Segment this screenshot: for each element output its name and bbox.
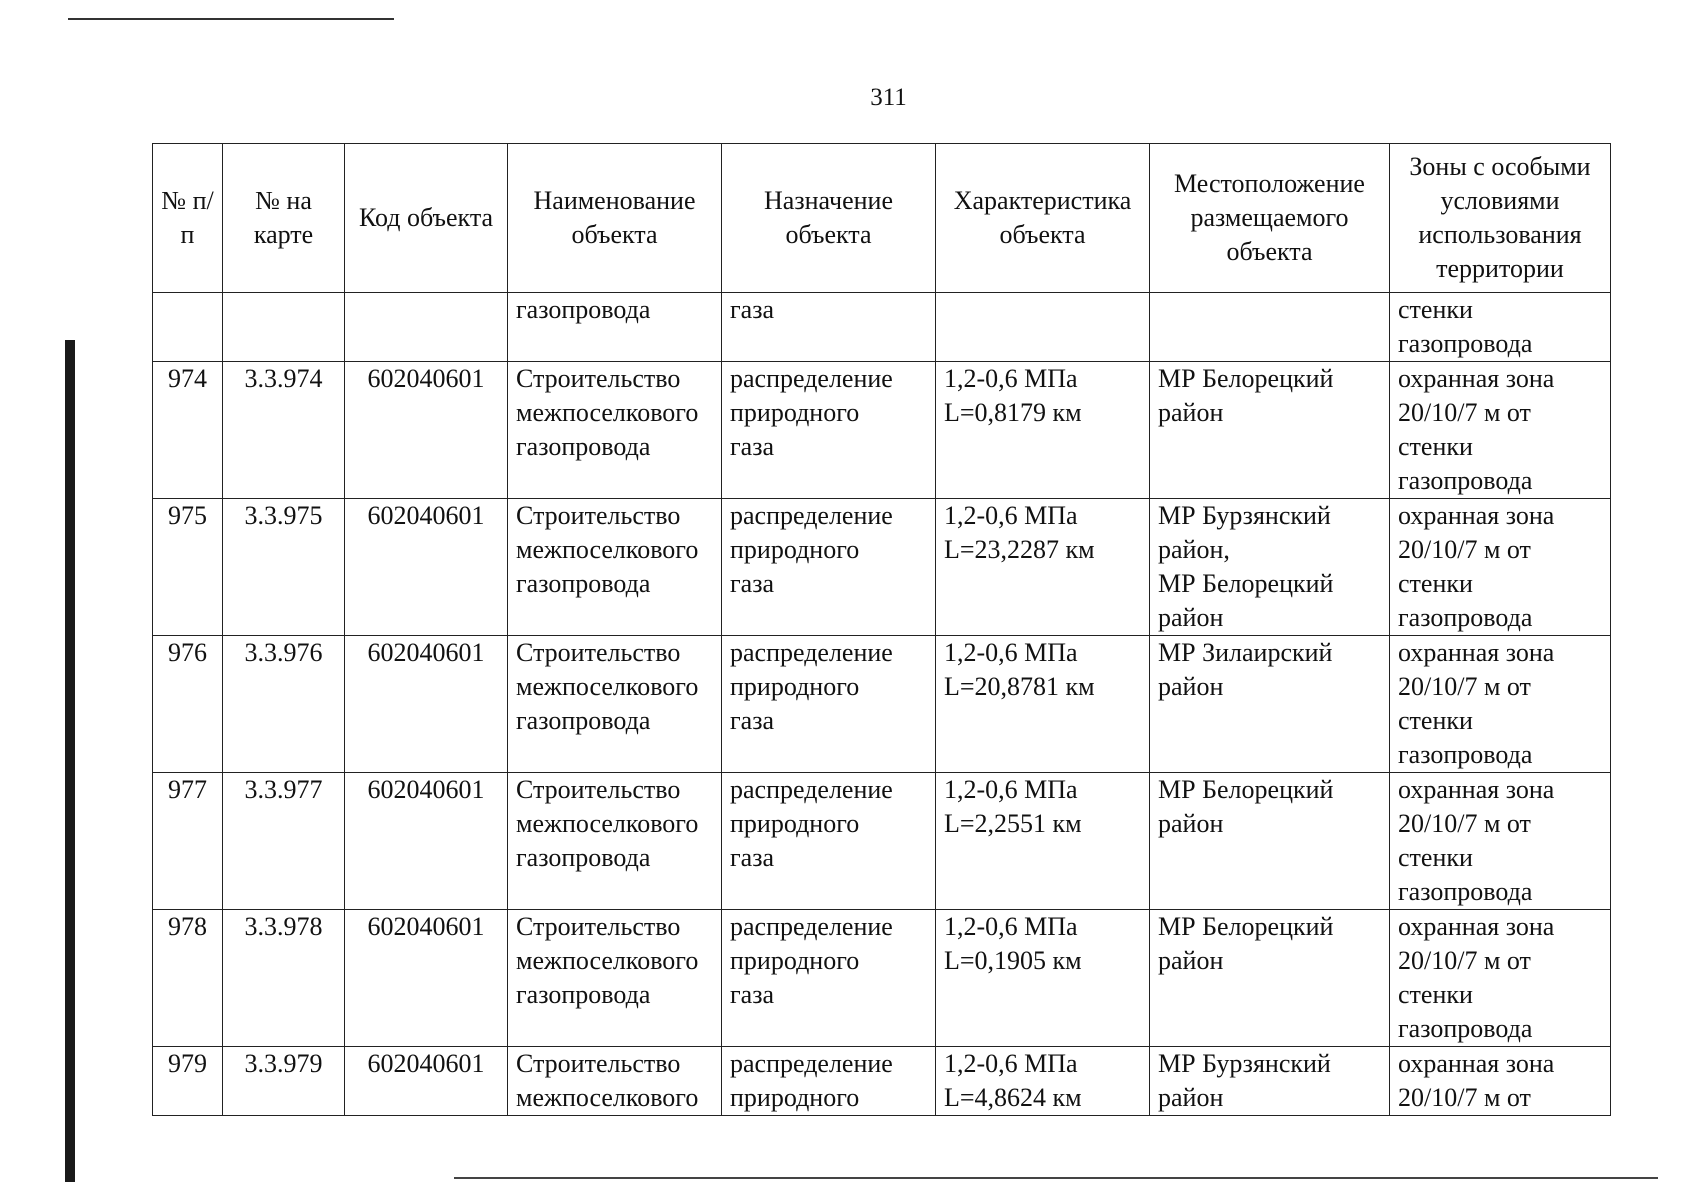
header-number: № п/п — [153, 144, 223, 293]
cell-object-name — [508, 773, 722, 910]
cell-special-zones — [1390, 362, 1611, 499]
header-object-purpose: Назначение объекта — [722, 144, 936, 293]
table-row — [153, 1047, 1611, 1116]
bottom-rule — [454, 1177, 1658, 1179]
cell-map-number — [223, 293, 345, 362]
cell-special-zones-line: охранная зона — [1398, 364, 1555, 393]
cell-special-zones-line: охранная зона — [1398, 638, 1555, 667]
header-map-number: № на карте — [223, 144, 345, 293]
cell-special-zones — [1390, 773, 1611, 910]
cell-map-number: 3.3.979 — [223, 1047, 345, 1116]
header-object-code: Код объекта — [345, 144, 508, 293]
cell-object-code: 602040601 — [345, 773, 508, 910]
cell-object-name-line: газопровода — [516, 980, 651, 1009]
cell-object-location-line: МР Белорецкий — [1158, 912, 1334, 941]
cell-object-name-line: газопровода — [516, 843, 651, 872]
cell-object-code: 602040601 — [345, 910, 508, 1047]
binding-shadow-bar — [65, 340, 75, 1182]
cell-special-zones-line: стенки — [1398, 432, 1473, 461]
cell-object-code — [345, 293, 508, 362]
cell-object-location-line: МР Зилаирский — [1158, 638, 1333, 667]
cell-object-name-line: межпоселкового — [516, 672, 699, 701]
cell-object-location-line: район — [1158, 672, 1224, 701]
cell-object-location-line: район — [1158, 1083, 1224, 1112]
cell-object-purpose — [722, 910, 936, 1047]
cell-special-zones-line: 20/10/7 м от — [1398, 672, 1531, 701]
cell-object-name — [508, 293, 722, 362]
cell-special-zones — [1390, 1047, 1611, 1116]
cell-object-purpose — [722, 293, 936, 362]
cell-object-location-line: район — [1158, 603, 1224, 632]
cell-object-location — [1150, 499, 1390, 636]
cell-map-number: 3.3.978 — [223, 910, 345, 1047]
cell-object-location — [1150, 773, 1390, 910]
cell-object-characteristics — [936, 499, 1150, 636]
cell-special-zones-line: газопровода — [1398, 877, 1533, 906]
cell-object-characteristics — [936, 293, 1150, 362]
cell-object-location — [1150, 910, 1390, 1047]
cell-special-zones — [1390, 499, 1611, 636]
cell-object-location-line: район, — [1158, 535, 1230, 564]
cell-object-location — [1150, 362, 1390, 499]
table-row — [153, 773, 1611, 910]
cell-object-location-line: МР Белорецкий — [1158, 775, 1334, 804]
cell-special-zones-line: 20/10/7 м от — [1398, 535, 1531, 564]
cell-object-characteristics-line: L=23,2287 км — [944, 535, 1095, 564]
cell-object-purpose-line: природного — [730, 1083, 860, 1112]
cell-number: 978 — [153, 910, 223, 1047]
cell-object-purpose-line: распределение — [730, 1049, 893, 1078]
cell-object-name-line: Строительство — [516, 1049, 681, 1078]
cell-number: 979 — [153, 1047, 223, 1116]
cell-object-name-line: газопровода — [516, 432, 651, 461]
cell-special-zones-line: стенки — [1398, 980, 1473, 1009]
cell-object-code: 602040601 — [345, 636, 508, 773]
header-object-location: Местоположение размещаемого объекта — [1150, 144, 1390, 293]
cell-object-name-line: газопровода — [516, 295, 651, 324]
cell-object-code: 602040601 — [345, 1047, 508, 1116]
cell-special-zones-line: 20/10/7 м от — [1398, 809, 1531, 838]
cell-object-characteristics-line: 1,2-0,6 МПа — [944, 364, 1078, 393]
cell-object-characteristics-line: 1,2-0,6 МПа — [944, 1049, 1078, 1078]
cell-object-characteristics — [936, 636, 1150, 773]
header-object-name: Наименование объекта — [508, 144, 722, 293]
cell-object-characteristics — [936, 362, 1150, 499]
cell-object-purpose-line: газа — [730, 295, 775, 324]
cell-number: 974 — [153, 362, 223, 499]
cell-object-purpose-line: распределение — [730, 501, 893, 530]
cell-object-purpose — [722, 1047, 936, 1116]
cell-object-purpose-line: распределение — [730, 638, 893, 667]
cell-special-zones — [1390, 636, 1611, 773]
cell-object-purpose-line: природного — [730, 946, 860, 975]
cell-map-number: 3.3.975 — [223, 499, 345, 636]
cell-object-name-line: межпоселкового — [516, 398, 699, 427]
cell-object-code: 602040601 — [345, 499, 508, 636]
cell-object-name-line: межпоселкового — [516, 1083, 699, 1112]
cell-special-zones-line: охранная зона — [1398, 912, 1555, 941]
table-row — [153, 910, 1611, 1047]
cell-object-purpose-line: газа — [730, 432, 775, 461]
cell-object-name — [508, 362, 722, 499]
cell-object-name-line: Строительство — [516, 638, 681, 667]
cell-special-zones — [1390, 910, 1611, 1047]
cell-object-location-line: МР Бурзянский — [1158, 1049, 1331, 1078]
cell-object-location-line: район — [1158, 946, 1224, 975]
cell-object-location — [1150, 1047, 1390, 1116]
cell-object-purpose — [722, 499, 936, 636]
cell-object-purpose — [722, 362, 936, 499]
cell-object-purpose-line: природного — [730, 535, 860, 564]
cell-object-purpose-line: газа — [730, 706, 775, 735]
cell-special-zones-line: охранная зона — [1398, 1049, 1555, 1078]
cell-number — [153, 293, 223, 362]
cell-special-zones-line: стенки — [1398, 295, 1473, 324]
table-continuation-row — [153, 293, 1611, 362]
cell-object-purpose-line: природного — [730, 809, 860, 838]
cell-object-location-line: МР Белорецкий — [1158, 364, 1334, 393]
cell-special-zones-line: охранная зона — [1398, 501, 1555, 530]
cell-special-zones-line: 20/10/7 м от — [1398, 1083, 1531, 1112]
cell-object-location-line: МР Белорецкий — [1158, 569, 1334, 598]
cell-special-zones-line: газопровода — [1398, 603, 1533, 632]
cell-special-zones-line: газопровода — [1398, 329, 1533, 358]
cell-object-name-line: Строительство — [516, 364, 681, 393]
cell-object-location-line: МР Бурзянский — [1158, 501, 1331, 530]
cell-object-characteristics-line: L=0,1905 км — [944, 946, 1082, 975]
cell-object-code: 602040601 — [345, 362, 508, 499]
cell-object-name — [508, 499, 722, 636]
cell-object-purpose-line: газа — [730, 980, 775, 1009]
table-row — [153, 636, 1611, 773]
cell-number: 975 — [153, 499, 223, 636]
cell-object-purpose-line: газа — [730, 843, 775, 872]
cell-object-characteristics-line: 1,2-0,6 МПа — [944, 638, 1078, 667]
cell-object-name-line: Строительство — [516, 501, 681, 530]
cell-object-purpose — [722, 773, 936, 910]
objects-table — [152, 143, 1611, 1116]
cell-special-zones-line: 20/10/7 м от — [1398, 946, 1531, 975]
cell-object-name-line: Строительство — [516, 912, 681, 941]
cell-object-characteristics-line: L=20,8781 км — [944, 672, 1095, 701]
cell-special-zones-line: газопровода — [1398, 1014, 1533, 1043]
table-row — [153, 362, 1611, 499]
cell-object-characteristics-line: L=2,2551 км — [944, 809, 1082, 838]
cell-object-characteristics — [936, 1047, 1150, 1116]
header-special-zones: Зоны с особыми условиями использования территории — [1390, 144, 1611, 293]
cell-object-location — [1150, 636, 1390, 773]
cell-object-name-line: газопровода — [516, 569, 651, 598]
cell-object-location — [1150, 293, 1390, 362]
cell-object-purpose-line: распределение — [730, 775, 893, 804]
cell-object-characteristics-line: 1,2-0,6 МПа — [944, 501, 1078, 530]
cell-object-purpose-line: природного — [730, 398, 860, 427]
cell-object-characteristics-line: L=4,8624 км — [944, 1083, 1082, 1112]
cell-object-name — [508, 1047, 722, 1116]
cell-object-purpose-line: газа — [730, 569, 775, 598]
top-rule — [68, 18, 394, 20]
cell-special-zones-line: газопровода — [1398, 740, 1533, 769]
cell-object-characteristics-line: L=0,8179 км — [944, 398, 1082, 427]
cell-object-characteristics-line: 1,2-0,6 МПа — [944, 775, 1078, 804]
cell-map-number: 3.3.977 — [223, 773, 345, 910]
cell-special-zones-line: газопровода — [1398, 466, 1533, 495]
cell-special-zones-line: охранная зона — [1398, 775, 1555, 804]
cell-special-zones-line: стенки — [1398, 706, 1473, 735]
cell-object-characteristics-line: 1,2-0,6 МПа — [944, 912, 1078, 941]
cell-object-name-line: межпоселкового — [516, 535, 699, 564]
cell-object-purpose-line: природного — [730, 672, 860, 701]
cell-object-name-line: межпоселкового — [516, 809, 699, 838]
cell-object-purpose — [722, 636, 936, 773]
cell-special-zones — [1390, 293, 1611, 362]
cell-object-name-line: газопровода — [516, 706, 651, 735]
cell-map-number: 3.3.974 — [223, 362, 345, 499]
cell-special-zones-line: стенки — [1398, 843, 1473, 872]
cell-object-name-line: межпоселкового — [516, 946, 699, 975]
cell-object-location-line: район — [1158, 809, 1224, 838]
header-object-characteristics: Характеристика объекта — [936, 144, 1150, 293]
cell-object-name — [508, 636, 722, 773]
cell-object-purpose-line: распределение — [730, 912, 893, 941]
cell-object-name-line: Строительство — [516, 775, 681, 804]
cell-special-zones-line: 20/10/7 м от — [1398, 398, 1531, 427]
cell-object-location-line: район — [1158, 398, 1224, 427]
table-header-row — [153, 144, 1611, 293]
cell-special-zones-line: стенки — [1398, 569, 1473, 598]
cell-object-characteristics — [936, 910, 1150, 1047]
cell-number: 977 — [153, 773, 223, 910]
cell-number: 976 — [153, 636, 223, 773]
cell-object-purpose-line: распределение — [730, 364, 893, 393]
cell-map-number: 3.3.976 — [223, 636, 345, 773]
table-row — [153, 499, 1611, 636]
page-number: 311 — [870, 84, 907, 111]
cell-object-name — [508, 910, 722, 1047]
cell-object-characteristics — [936, 773, 1150, 910]
